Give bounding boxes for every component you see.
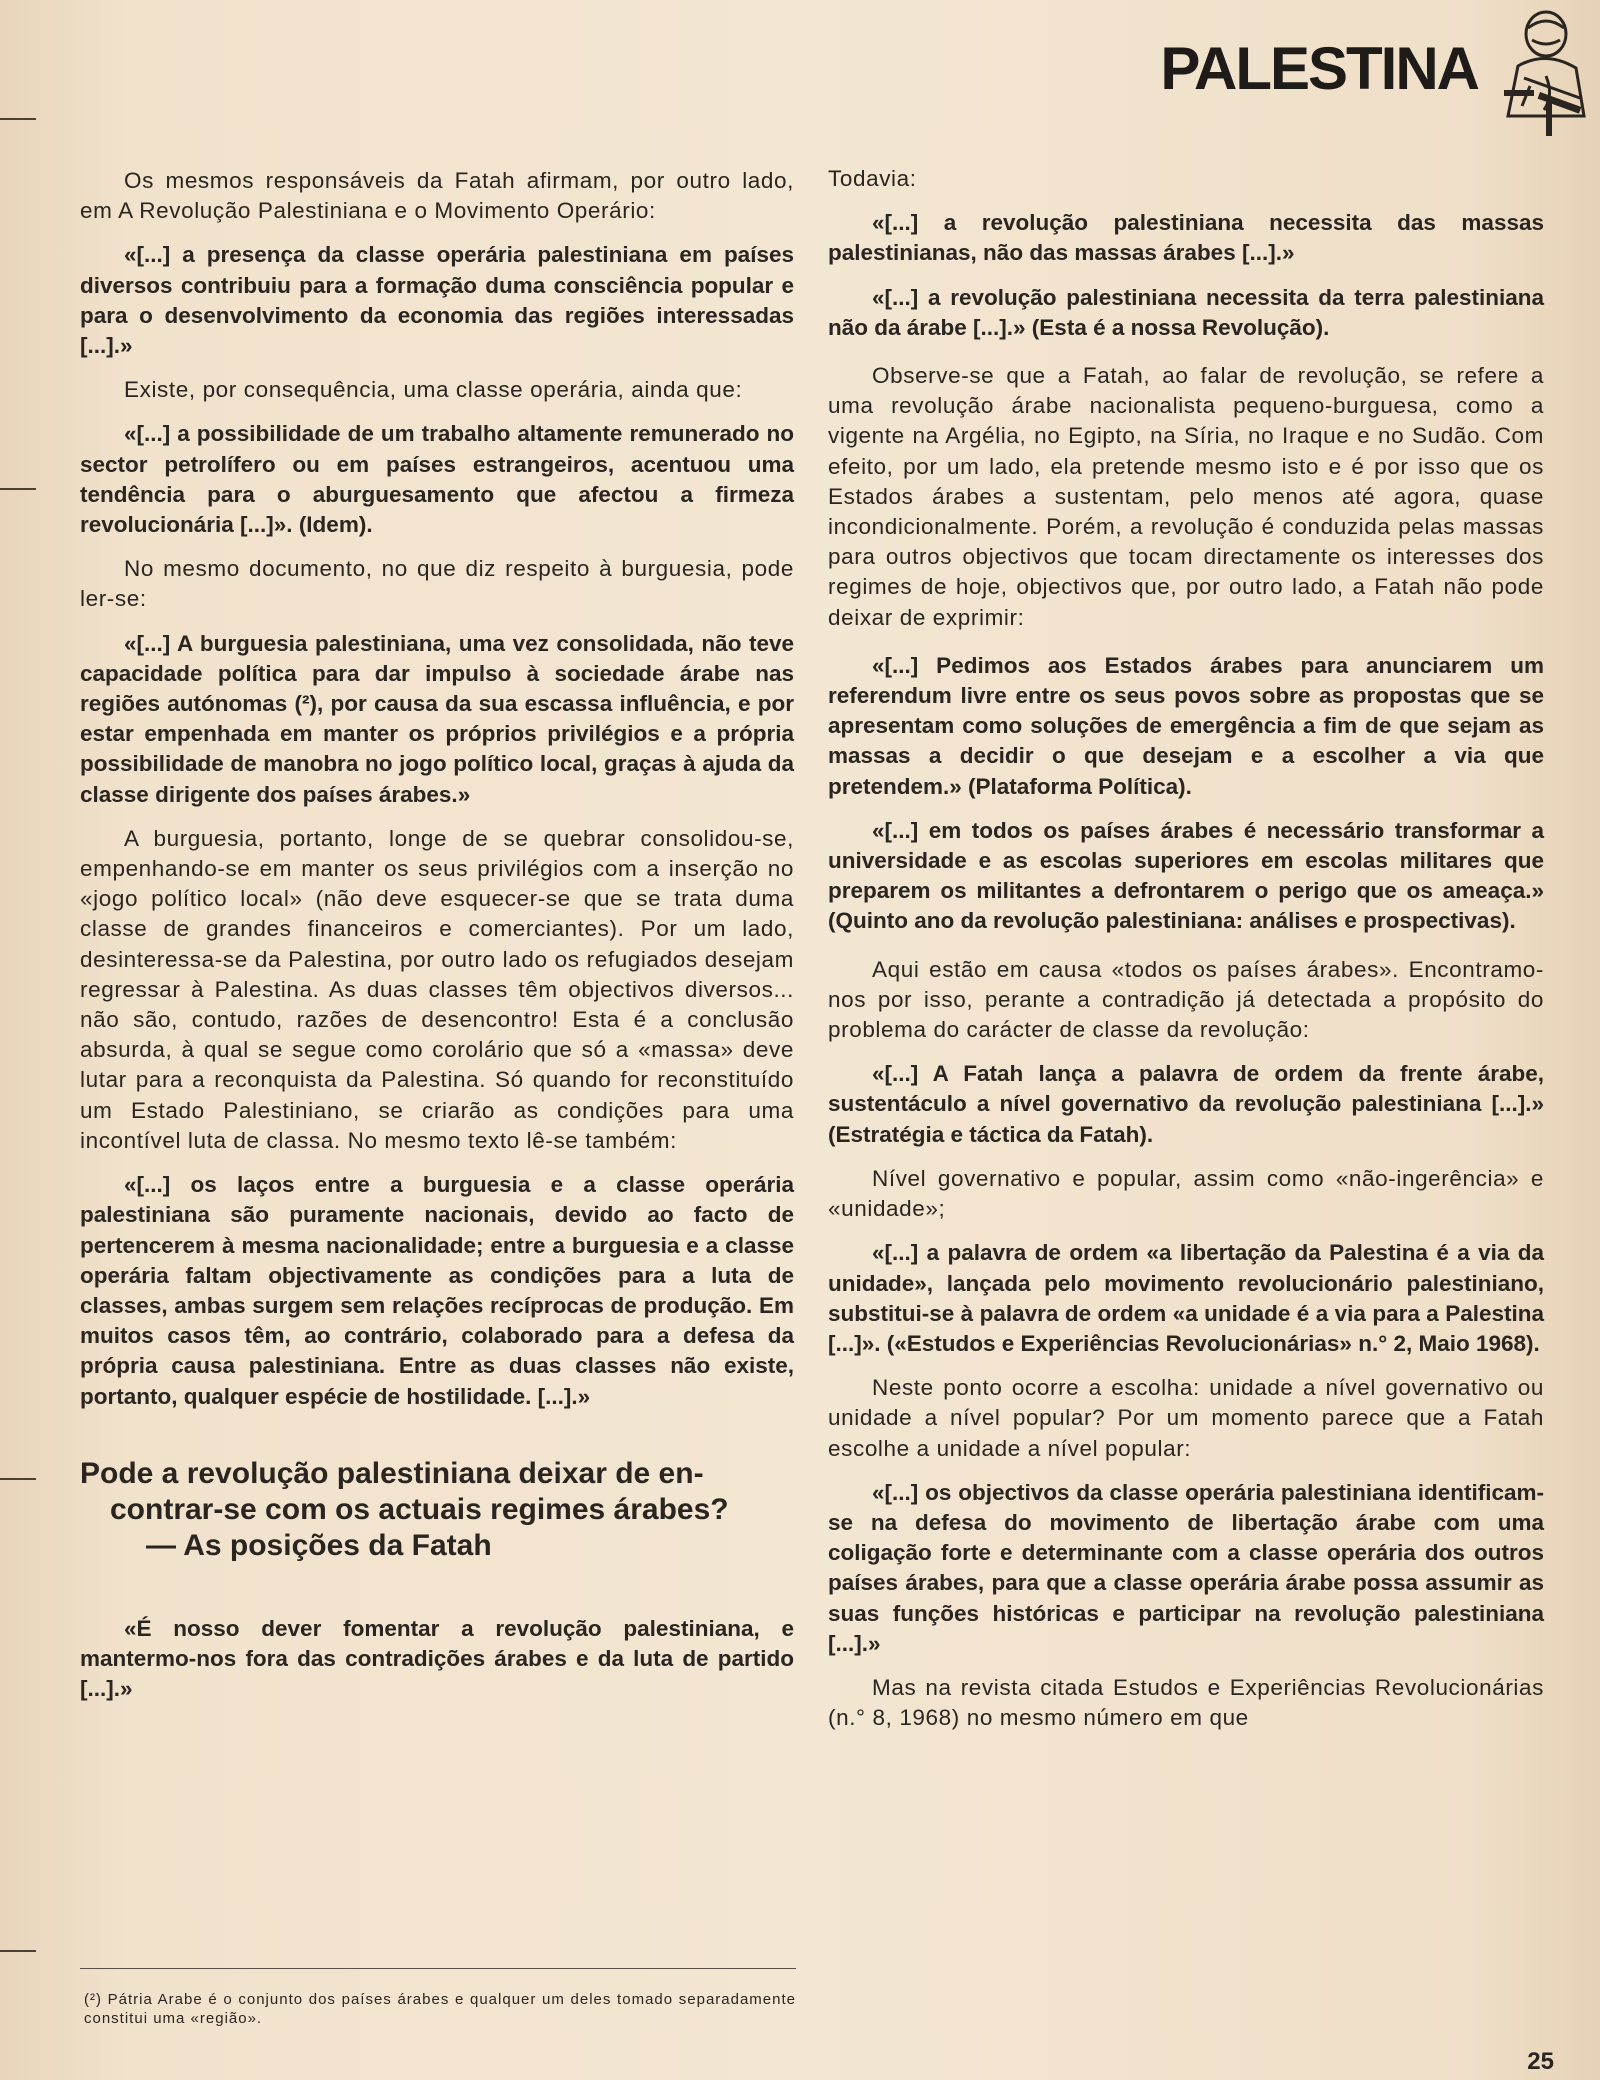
quote: «[...] a presença da classe operária palestiniana em países diversos contribuiu para a formação duma consciência popular e para o desenvolvimento da economia das regiões interessadas [...].» xyxy=(80,242,794,359)
paragraph: Neste ponto ocorre a escolha: unidade a nível governativo ou unidade a nível popular? Por um momento parece que a Fatah escolhe a unidade a nível popular: xyxy=(828,1375,1544,1461)
paragraph: A burguesia, portanto, longe de se quebrar consolidou-se, empenhando-se em manter os seus privilégios com a inserção no «jogo político local» (não deve esquecer-se que se trata duma classe de grandes financeiros e comerciantes). Por um lado, desinteressa-se da Palestina, por outro lado os refugiados desejam regressar à Palestina. As duas classes têm objectivos diversos... não são, contudo, razões de desencontro! Esta é a conclusão absurda, à qual se segue como corolário que só a «massa» deve lutar para a reconquista da Palestina. Só quando for reconstituído um Estado Palestiniano, se criarão as condições para uma incontível luta de classa. No mesmo texto lê-se também: xyxy=(80,825,794,1153)
margin-mark xyxy=(0,1950,36,1952)
margin-mark xyxy=(0,1478,36,1480)
paragraph: Os mesmos responsáveis da Fatah afirmam, por outro lado, em A Revolução Palestiniana e o Movimento Operário: xyxy=(80,168,794,224)
quote: «[...] a possibilidade de um trabalho altamente remunerado no sector petrolífero ou em países estrangeiros, acentuou uma tendência para o aburguesamento que afectou a firmeza revolucionária [...]». (Idem). xyxy=(80,421,794,538)
right-column xyxy=(828,164,1544,1747)
quote: «[...] A burguesia palestiniana, uma vez consolidada, não teve capacidade política para dar impulso à sociedade árabe nas regiões autónomas (²), por causa da sua escassa influência, e por estar empenhada em manter os próprios privilégios e a própria possibilidade de manobra no jogo político local, graças à ajuda da classe dirigente dos países árabes.» xyxy=(80,630,794,807)
margin-mark xyxy=(0,488,36,490)
heading-line: contrar-se com os actuais regimes árabes? xyxy=(110,1492,729,1526)
quote: «[...] os laços entre a burguesia e a classe operária palestiniana são puramente nacionais, devido ao facto de pertencerem à mesma nacionalidade; entre a burguesia e a classe operária faltam objectivamente as condições para a luta de classes, ambas surgem sem relações recíprocas de produção. Em muitos casos têm, ao contrário, colaborado para a defesa da própria causa palestiniana. Entre as duas classes não existe, portanto, qualquer espécie de hostilidade. [...].» xyxy=(80,1172,794,1409)
paragraph: Existe, por consequência, uma classe operária, ainda que: xyxy=(124,377,743,403)
heading-line: Pode a revolução palestiniana deixar de en- xyxy=(80,1456,704,1490)
quote: «É nosso dever fomentar a revolução palestiniana, e mantermo-nos fora das contradições árabes e da luta de partido [...].» xyxy=(80,1615,794,1702)
left-column xyxy=(80,166,794,1718)
section-heading xyxy=(80,1456,794,1564)
footnote-divider xyxy=(80,1968,796,1969)
quote: «[...] os objectivos da classe operária palestiniana identificam-se na defesa do movimento de libertação árabe com uma coligação forte e determinante com a classe operária dos outros países árabes, para que a classe operária árabe possa assumir as suas funções históricas e participar na revolução palestiniana [...].» xyxy=(828,1479,1544,1656)
quote: «[...] a revolução palestiniana necessita da terra palestiniana não da árabe [...].» (Esta é a nossa Revolução). xyxy=(828,284,1544,340)
paragraph: Observe-se que a Fatah, ao falar de revolução, se refere a uma revolução árabe nacionalista pequeno-burguesa, como a vigente na Argélia, no Egipto, na Síria, no Iraque e no Sudão. Com efeito, por um lado, ela pretende mesmo isto e é por isso que os Estados árabes a sustentam, pelo menos até agora, quase incondicionalmente. Porém, a revolução é conduzida pelas massas para outros objectivos que tocam directamente os interesses dos regimes de hoje, objectivos que, por outro lado, a Fatah não pode deixar de exprimir: xyxy=(828,363,1544,630)
heading-line: — As posições da Fatah xyxy=(146,1528,492,1562)
quote: «[...] a revolução palestiniana necessita das massas palestinianas, não das massas árabes [...].» xyxy=(828,210,1544,266)
quote: «[...] Pedimos aos Estados árabes para anunciarem um referendum livre entre os seus povos sobre as propostas que se apresentam como soluções de emergência a fim de que sejam as massas a decidir o que desejam e a escolher a via que pretendem.» (Plataforma Política). xyxy=(828,652,1544,799)
paragraph: Mas na revista citada Estudos e Experiências Revolucionárias (n.° 8, 1968) no mesmo número em que xyxy=(828,1674,1544,1731)
quote: «[...] em todos os países árabes é necessário transformar a universidade e as escolas superiores em escolas militares que preparem os militantes a defrontarem o perigo que os ameaça.» (Quinto ano da revolução palestiniana: análises e prospectivas). xyxy=(828,817,1544,934)
section-title: PALESTINA xyxy=(1160,35,1478,102)
paragraph: Todavia: xyxy=(828,166,917,191)
page-number: 25 xyxy=(1527,2048,1554,2075)
footnote: (²) Pátria Arabe é o conjunto dos países árabes e qualquer um deles tomado separadamente constitui uma «região». xyxy=(84,1991,796,2027)
margin-mark xyxy=(0,118,36,120)
quote: «[...] a palavra de ordem «a libertação da Palestina é a via da unidade», lançada pelo movimento revolucionário palestiniano, substitui-se à palavra de ordem «a unidade é a via para a Palestina [...]». («Estudos e Experiências Revolucionárias» n.° 2, Maio 1968). xyxy=(828,1240,1544,1356)
paragraph: Aqui estão em causa «todos os países árabes». Encontramo-nos por isso, perante a contradição já detectada a propósito do problema do carácter de classe da revolução: xyxy=(828,956,1544,1043)
fighter-with-rifle-icon xyxy=(1484,6,1594,141)
paragraph: Nível governativo e popular, assim como «não-ingerência» e «unidade»; xyxy=(828,1165,1544,1222)
paragraph: No mesmo documento, no que diz respeito à burguesia, pode ler-se: xyxy=(80,556,794,612)
quote: «[...] A Fatah lança a palavra de ordem da frente árabe, sustentáculo a nível governativo da revolução palestiniana [...].» (Estratégia e táctica da Fatah). xyxy=(828,1061,1544,1147)
